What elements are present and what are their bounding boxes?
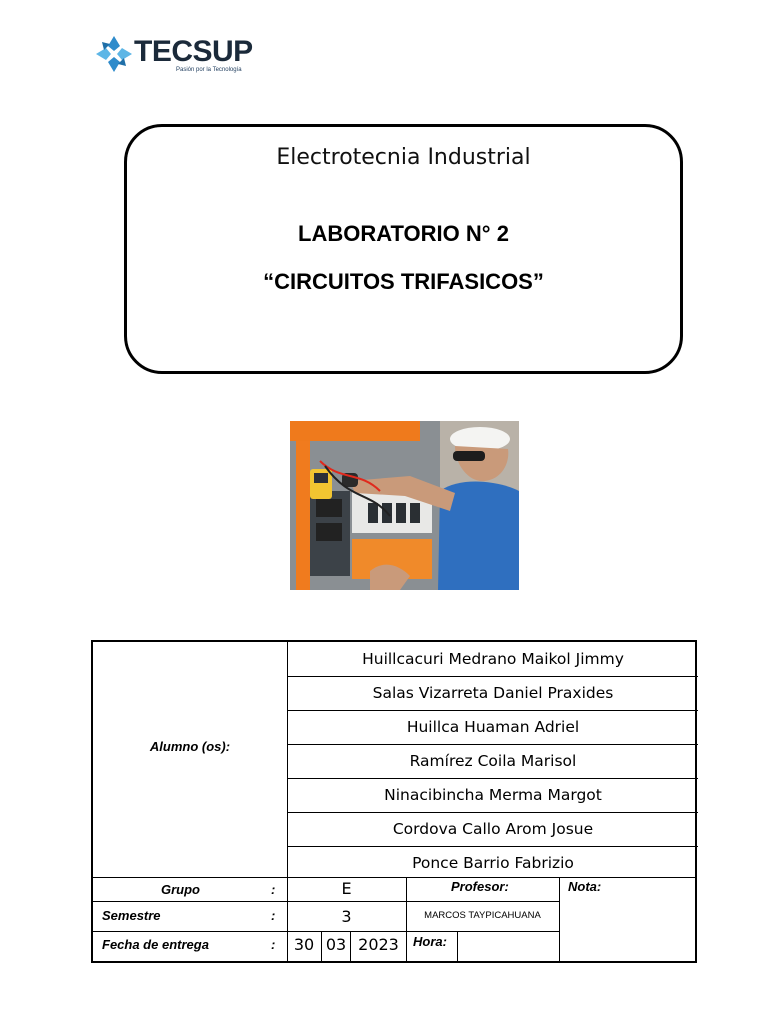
- teacher-label: Profesor:: [451, 879, 509, 894]
- date-day: 30: [293, 935, 315, 954]
- date-month: 03: [325, 935, 347, 954]
- student-info-table: [91, 640, 697, 963]
- course-subject: Electrotecnia Industrial: [276, 145, 531, 170]
- grid-line: [406, 931, 559, 932]
- semester-label: Semestre: [102, 908, 161, 923]
- student-name-6: Cordova Callo Arom Josue: [287, 812, 698, 847]
- time-label: Hora:: [413, 934, 447, 949]
- grid-line: [93, 877, 695, 878]
- group-value: E: [341, 879, 352, 898]
- grid-line: [93, 901, 559, 902]
- date-year: 2023: [358, 935, 399, 954]
- student-name-4: Ramírez Coila Marisol: [287, 744, 698, 779]
- teacher-name: MARCOS TAYPICAHUANA: [424, 910, 541, 921]
- grid-line: [457, 931, 458, 961]
- technician-photo: [290, 421, 519, 590]
- students-label: Alumno (os):: [149, 739, 231, 754]
- student-name-1: Huillcacuri Medrano Maikol Jimmy: [287, 642, 698, 677]
- group-colon: :: [271, 882, 276, 897]
- student-name-3: Huillca Huaman Adriel: [287, 710, 698, 745]
- lab-number: LABORATORIO N° 2: [298, 221, 509, 246]
- grade-label: Nota:: [568, 879, 602, 894]
- tecsup-logo: [94, 34, 254, 78]
- date-label: Fecha de entrega: [102, 937, 209, 952]
- date-colon: :: [271, 937, 276, 952]
- logo-slogan: Pasión por la Tecnología: [176, 67, 242, 73]
- group-label: Grupo: [161, 882, 200, 897]
- grid-line: [559, 877, 560, 961]
- student-name-5: Ninacibincha Merma Margot: [287, 778, 698, 813]
- grid-line: [93, 931, 406, 932]
- student-name-7: Ponce Barrio Fabrizio: [287, 846, 698, 880]
- lab-topic: “CIRCUITOS TRIFASICOS”: [263, 269, 544, 294]
- tecsup-logo-icon: [94, 34, 134, 74]
- student-name-2: Salas Vizarreta Daniel Praxides: [287, 676, 698, 711]
- semester-value: 3: [341, 907, 352, 926]
- title-box: [124, 124, 683, 374]
- semester-colon: :: [271, 908, 276, 923]
- logo-wordmark: TECSUP: [134, 35, 253, 68]
